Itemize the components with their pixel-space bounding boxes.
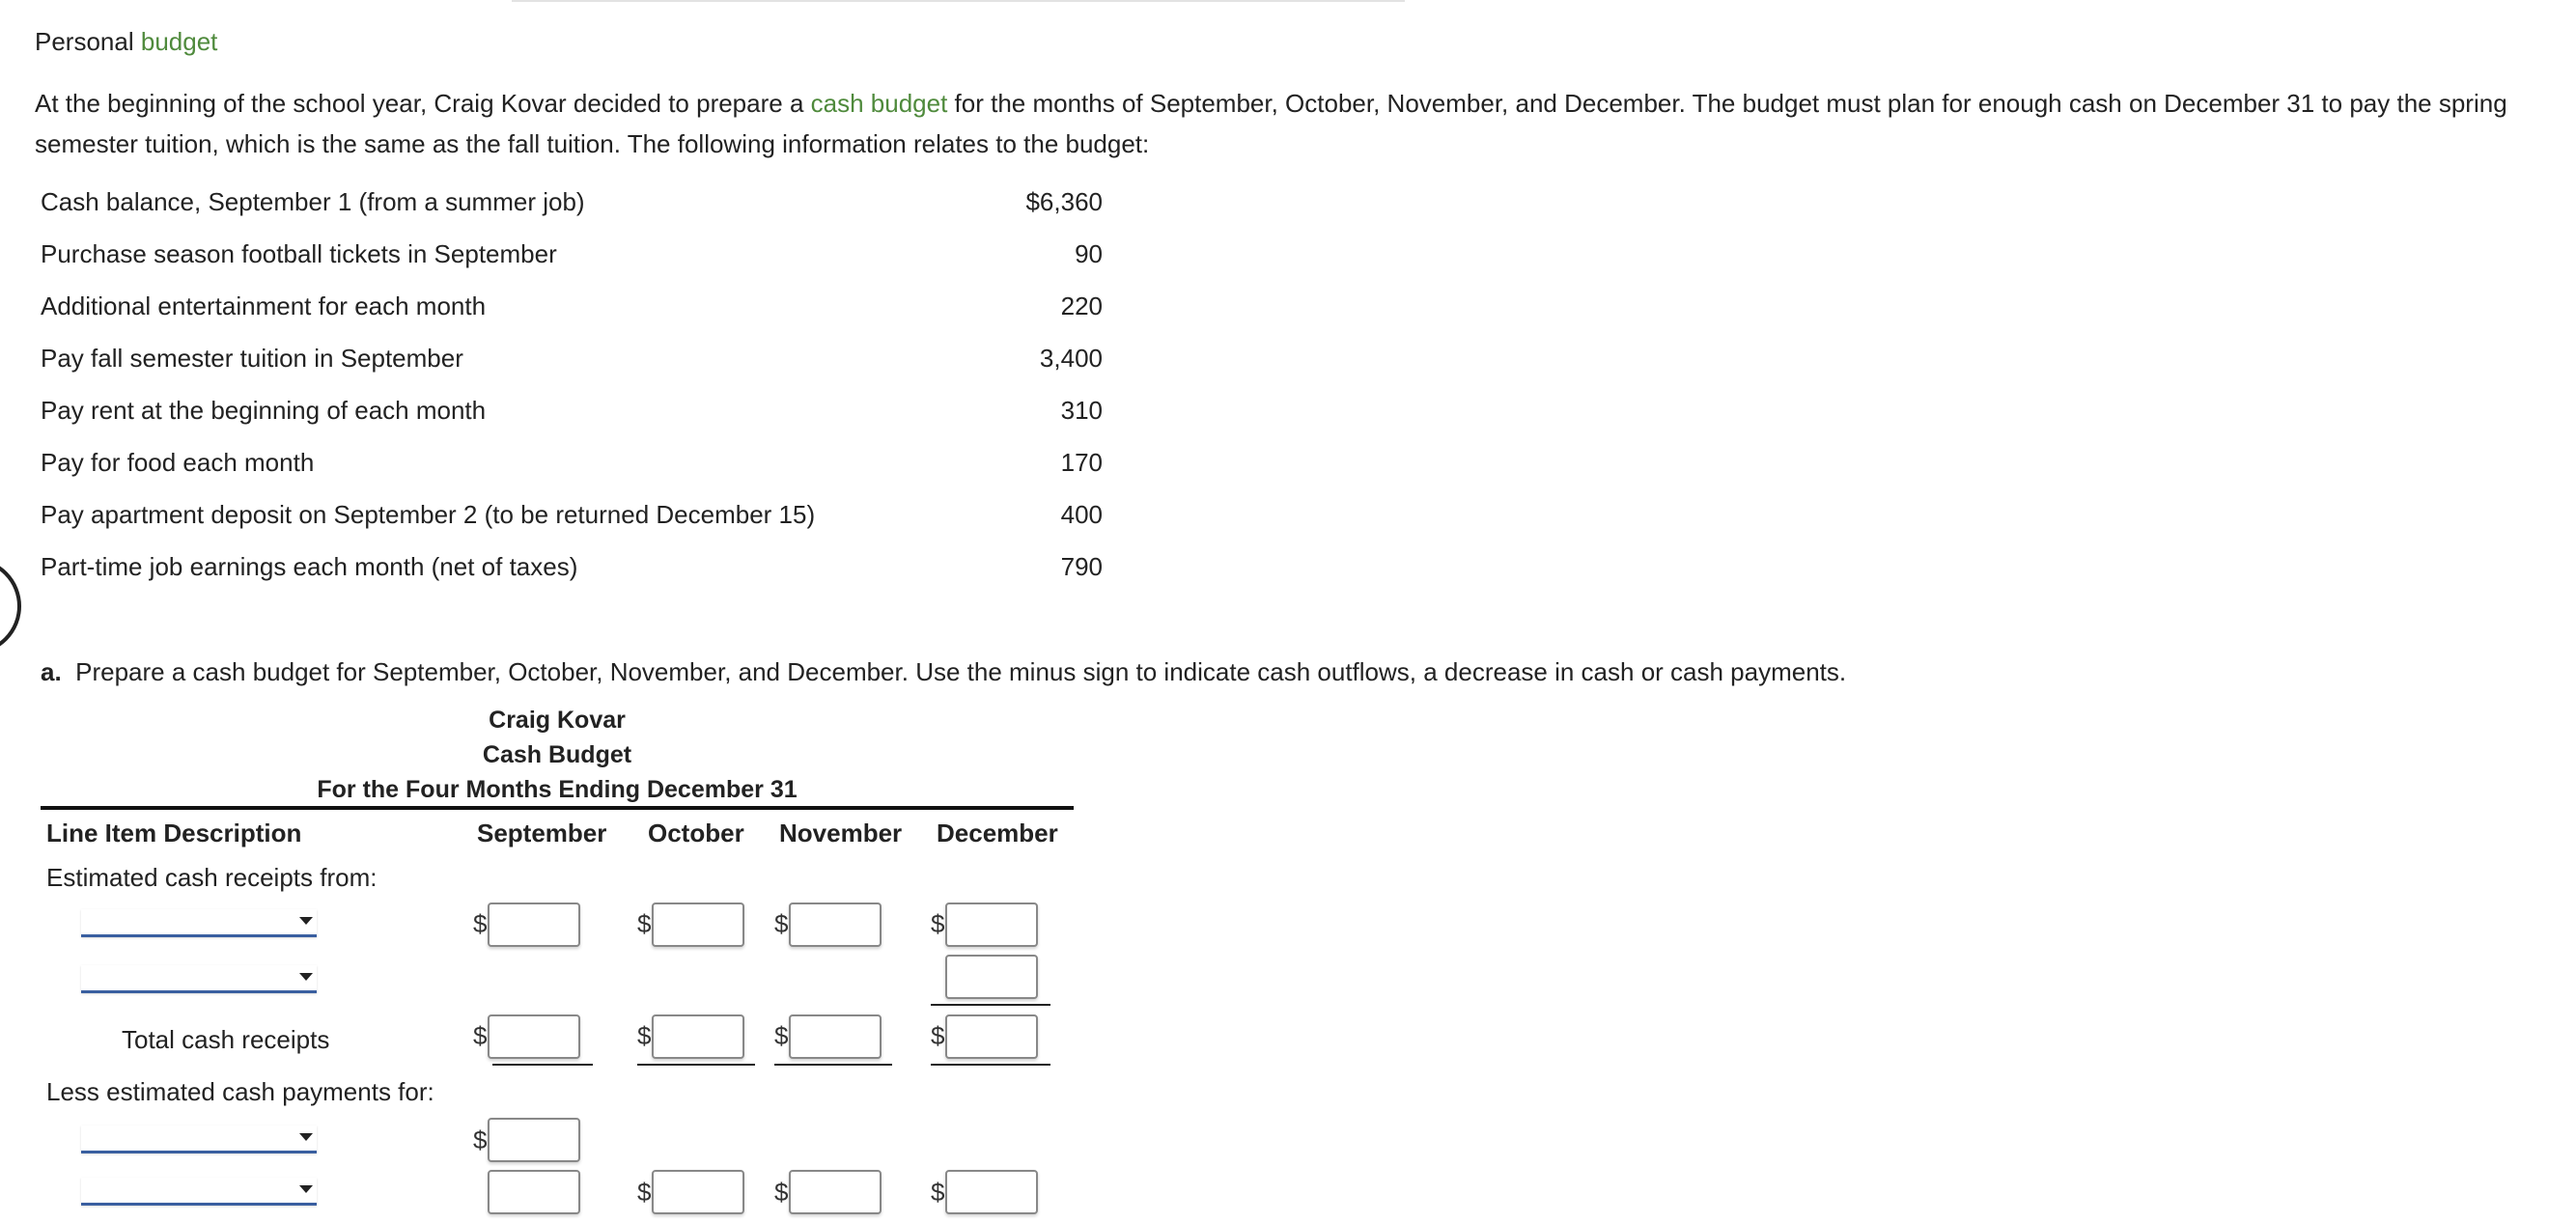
receipt-dropdown-2[interactable] xyxy=(81,965,317,993)
given-data-table xyxy=(41,181,1103,598)
top-border xyxy=(512,0,1405,2)
nov-underline xyxy=(774,1064,892,1066)
intro-text-1: At the beginning of the school year, Craig Kovar decided to prepare a xyxy=(35,89,811,118)
total-receipts-dec-input[interactable] xyxy=(945,1014,1038,1059)
given-value: 790 xyxy=(1060,552,1103,581)
budget-name: Craig Kovar xyxy=(489,707,626,734)
question-text: Prepare a cash budget for September, October, November, and December. Use the minus sign to indicate cash outflows, a decrease in cash or cash payments. xyxy=(75,657,1847,686)
col-december: December xyxy=(937,819,1058,847)
currency-symbol: $ xyxy=(637,909,652,938)
given-value: 220 xyxy=(1060,292,1103,320)
budget-title: Cash Budget xyxy=(482,741,632,768)
given-value: 170 xyxy=(1060,448,1103,477)
given-value: 310 xyxy=(1060,396,1103,425)
chevron-down-icon xyxy=(299,973,313,981)
question-a xyxy=(41,657,1846,687)
currency-symbol: $ xyxy=(473,909,488,938)
title-prefix: Personal xyxy=(35,27,134,56)
given-label: Pay fall semester tuition in September xyxy=(41,344,463,373)
receipt1-sep-input[interactable] xyxy=(488,903,580,947)
given-label: Pay rent at the beginning of each month xyxy=(41,396,487,425)
given-value: 3,400 xyxy=(1039,344,1103,373)
payment2-sep-input[interactable] xyxy=(488,1170,580,1214)
dec-underline xyxy=(931,1004,1050,1006)
chevron-down-icon xyxy=(299,1133,313,1141)
currency-symbol: $ xyxy=(637,1178,652,1207)
payments-label: Less estimated cash payments for: xyxy=(46,1077,434,1106)
dec-underline xyxy=(931,1064,1050,1066)
currency-symbol: $ xyxy=(473,1125,488,1154)
receipt2-dec-input[interactable] xyxy=(945,955,1038,999)
given-row xyxy=(41,286,1103,338)
currency-symbol: $ xyxy=(931,909,945,938)
given-value: $6,360 xyxy=(1025,187,1103,216)
given-row xyxy=(41,546,1103,598)
receipts-label: Estimated cash receipts from: xyxy=(46,863,378,892)
currency-symbol: $ xyxy=(774,1178,789,1207)
col-october: October xyxy=(648,819,744,847)
given-label: Pay for food each month xyxy=(41,448,315,477)
given-row xyxy=(41,181,1103,234)
given-label: Purchase season football tickets in September xyxy=(41,239,557,268)
col-november: November xyxy=(779,819,903,847)
total-receipts-nov-input[interactable] xyxy=(789,1014,882,1059)
intro-text-2: for the months of September, October, November, and December. The budget must plan for enough cash on December 31 to pay the spring semester tuition, which is the same as the fall tuition. The following information relates to the budget: xyxy=(35,89,2507,158)
payment2-nov-input[interactable] xyxy=(789,1170,882,1214)
col-line-item: Line Item Description xyxy=(46,819,302,847)
given-label: Part-time job earnings each month (net of taxes) xyxy=(41,552,578,581)
side-circle-icon xyxy=(0,558,21,654)
given-label: Pay apartment deposit on September 2 (to be returned December 15) xyxy=(41,500,816,529)
question-letter: a. xyxy=(41,657,62,686)
receipt1-nov-input[interactable] xyxy=(789,903,882,947)
given-row xyxy=(41,234,1103,286)
receipt1-dec-input[interactable] xyxy=(945,903,1038,947)
given-label: Additional entertainment for each month xyxy=(41,292,487,320)
given-row xyxy=(41,390,1103,442)
budget-period: For the Four Months Ending December 31 xyxy=(317,776,798,803)
chevron-down-icon xyxy=(299,1185,313,1193)
currency-symbol: $ xyxy=(774,909,789,938)
payment-dropdown-2[interactable] xyxy=(81,1178,317,1206)
given-label: Cash balance, September 1 (from a summer job) xyxy=(41,187,585,216)
oct-underline xyxy=(637,1064,755,1066)
given-row xyxy=(41,442,1103,494)
receipt-dropdown-1[interactable] xyxy=(81,909,317,937)
given-row xyxy=(41,338,1103,390)
payment2-oct-input[interactable] xyxy=(652,1170,744,1214)
intro-paragraph xyxy=(35,83,2555,164)
currency-symbol: $ xyxy=(473,1021,488,1050)
receipt1-oct-input[interactable] xyxy=(652,903,744,947)
payment1-sep-input[interactable] xyxy=(488,1118,580,1162)
currency-symbol: $ xyxy=(774,1021,789,1050)
currency-symbol: $ xyxy=(931,1178,945,1207)
given-value: 90 xyxy=(1075,239,1103,268)
col-september: September xyxy=(477,819,607,847)
given-row xyxy=(41,494,1103,546)
header-rule xyxy=(41,806,1074,810)
payment2-dec-input[interactable] xyxy=(945,1170,1038,1214)
cash-budget-link[interactable]: cash budget xyxy=(810,89,948,118)
sep-underline xyxy=(492,1064,593,1066)
budget-link[interactable]: budget xyxy=(140,27,218,56)
total-receipts-label: Total cash receipts xyxy=(122,1025,330,1054)
chevron-down-icon xyxy=(299,917,313,925)
payment-dropdown-1[interactable] xyxy=(81,1125,317,1153)
currency-symbol: $ xyxy=(637,1021,652,1050)
total-receipts-sep-input[interactable] xyxy=(488,1014,580,1059)
total-receipts-oct-input[interactable] xyxy=(652,1014,744,1059)
problem-title xyxy=(35,27,217,57)
currency-symbol: $ xyxy=(931,1021,945,1050)
given-value: 400 xyxy=(1060,500,1103,529)
